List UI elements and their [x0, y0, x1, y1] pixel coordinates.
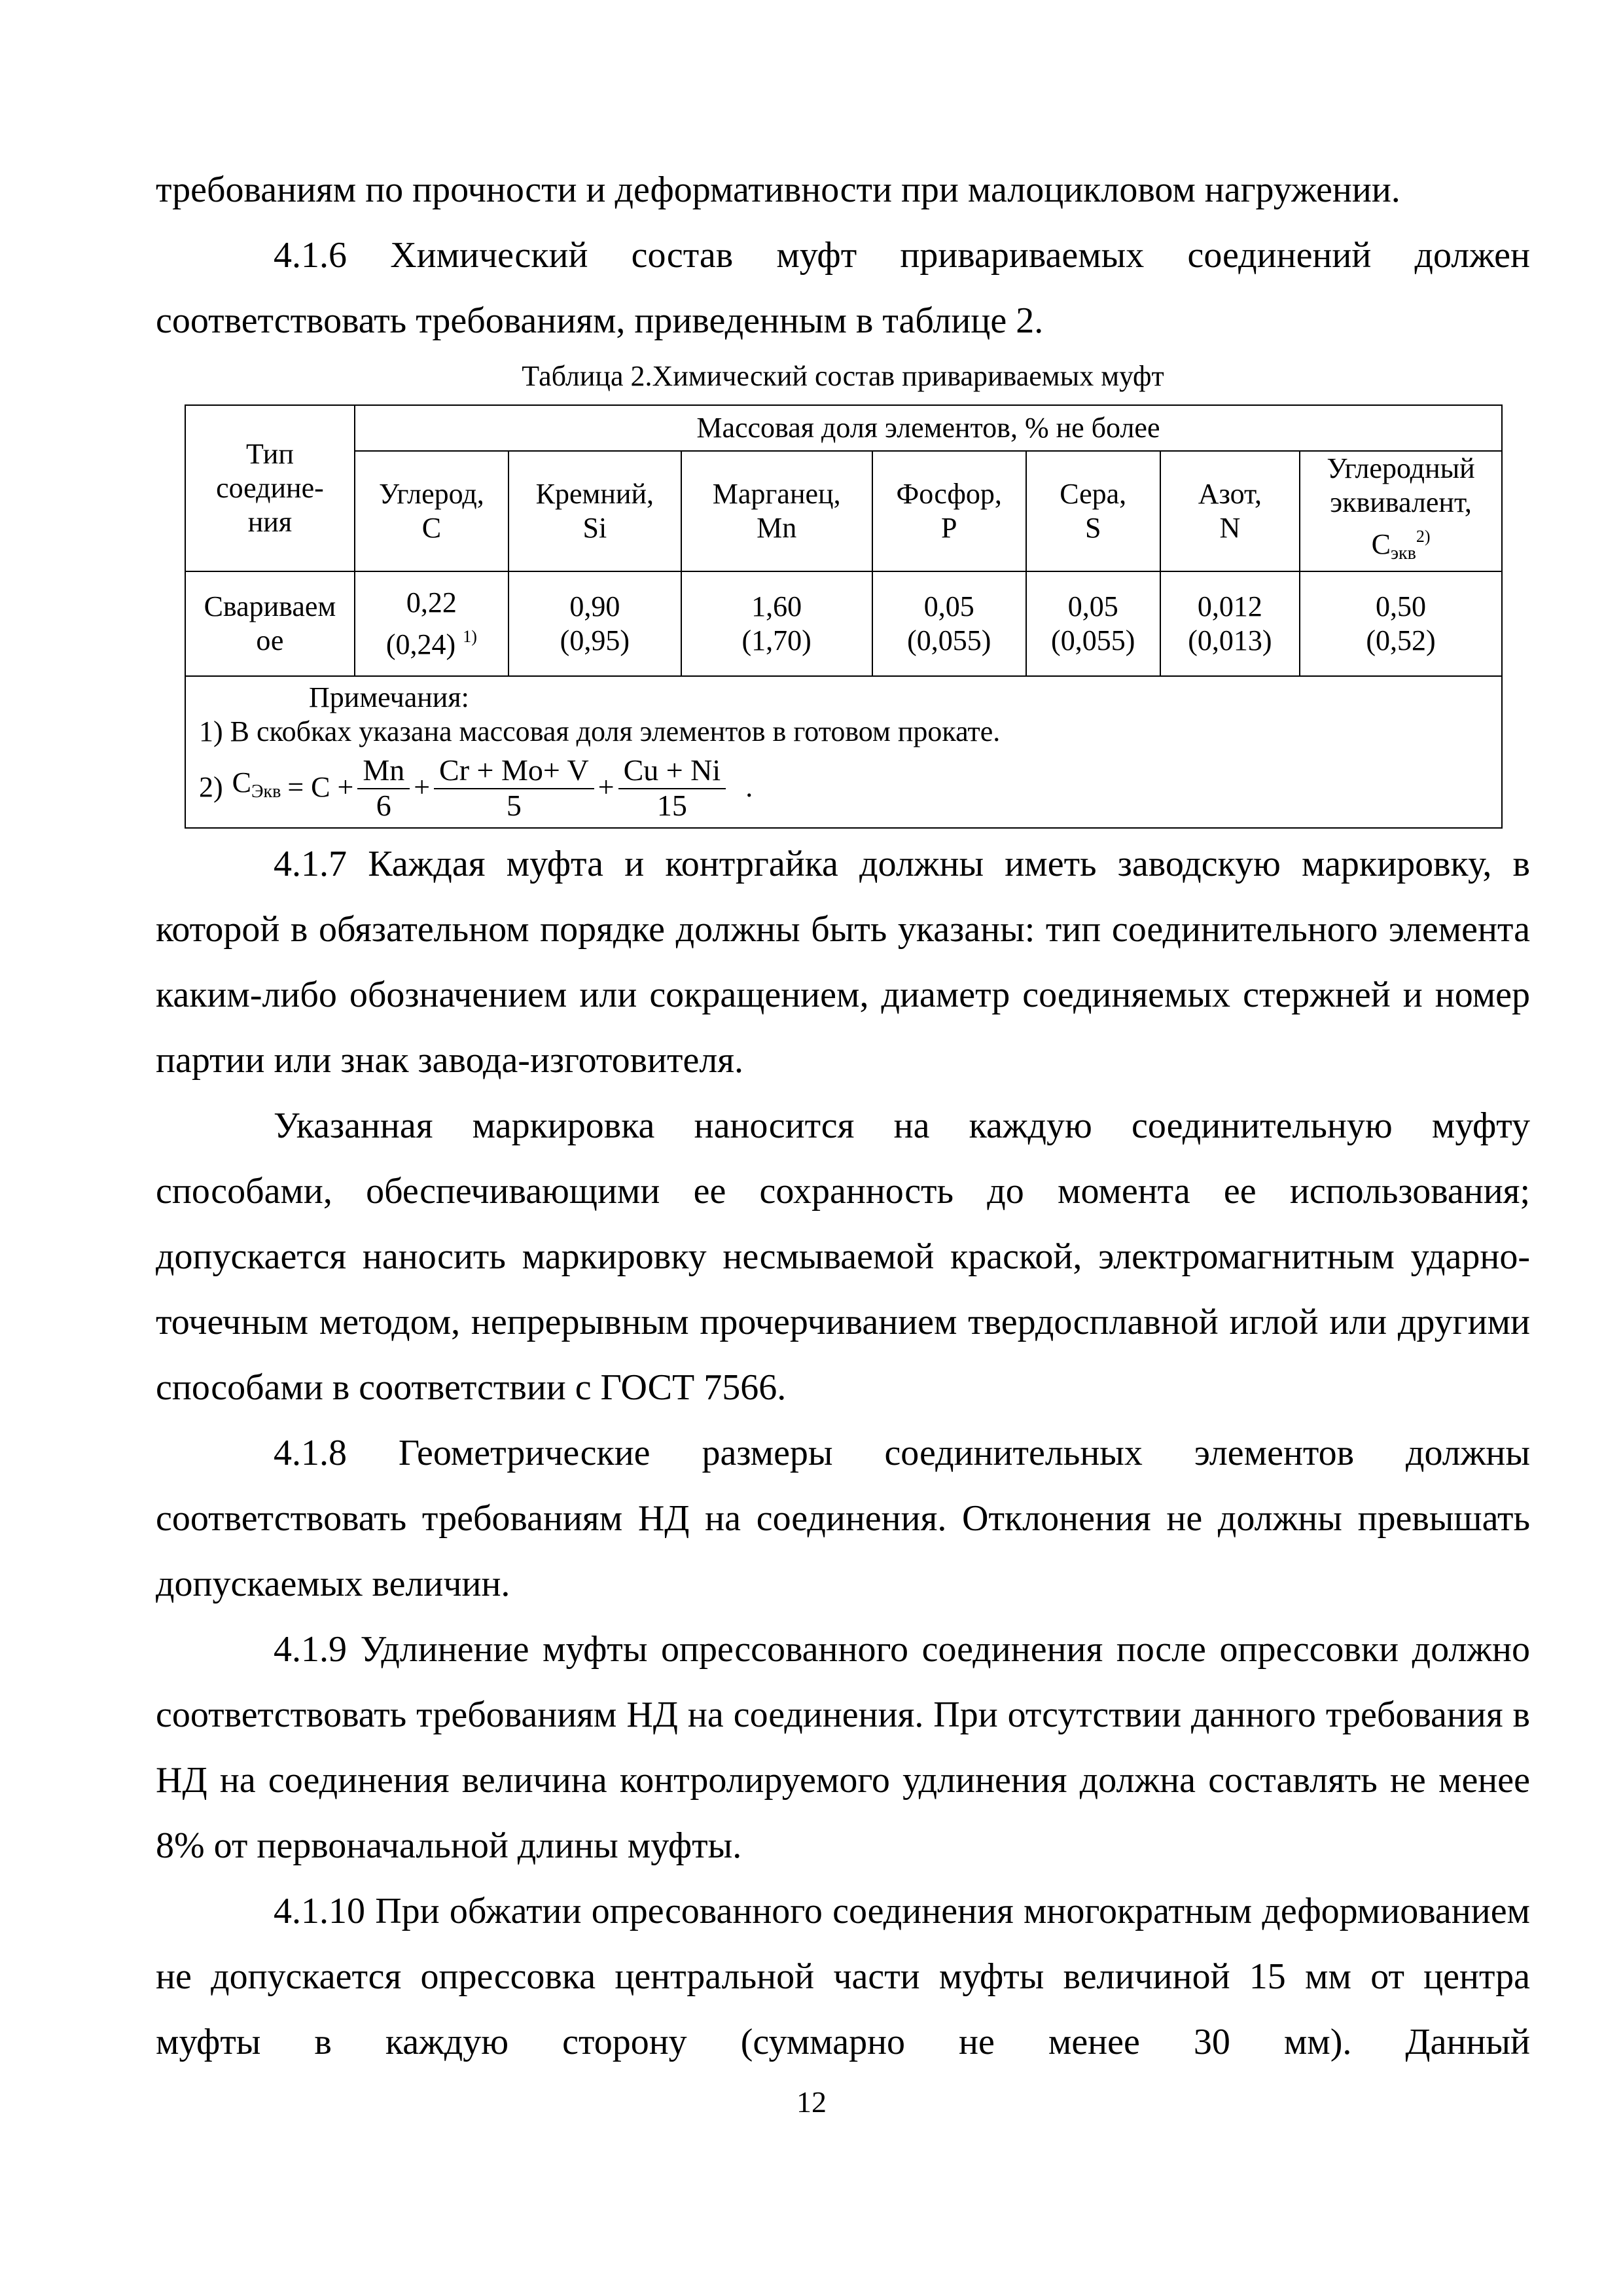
chemical-composition-table [185, 404, 1503, 829]
text-block-top [156, 157, 1530, 353]
paragraph-4-1-9: 4.1.9 Удлинение муфты опрессованного соединения после опрессовки должно соответствовать требованиям НД на соединения. При отсутствии данного требования в НД на соединения величина контролируемого удлинения должна составлять не менее 8% от первоначальной длины муфты. [156, 1629, 1530, 1866]
col-header-nitrogen [1160, 451, 1300, 571]
note-ref-sup: 1) [463, 627, 477, 646]
formula-plus: + [414, 771, 431, 803]
cell-value-finished [359, 620, 504, 662]
cell-paren: (1,70) [741, 624, 812, 656]
note-2-formula [199, 753, 1488, 822]
table-data-row [185, 571, 1502, 676]
fraction-numerator: Cu + Ni [618, 753, 726, 789]
row-type: Свариваемое [204, 590, 336, 656]
col-name: Марганец, [712, 478, 841, 510]
col-header-silicon [508, 451, 681, 571]
fraction-numerator: Mn [357, 753, 410, 789]
group-header: Массовая доля элементов, % не более [355, 405, 1502, 451]
paragraph-4-1-6: 4.1.6 Химический состав муфт привариваемых соединений должен соответствовать требованиям, приведенным в таблице 2. [156, 235, 1530, 341]
table-header-row-1 [185, 405, 1502, 451]
col-name: Фосфор, [896, 478, 1002, 510]
col-symbol: P [940, 512, 957, 544]
table-notes [185, 676, 1502, 828]
fraction-numerator: Cr + Mo+ V [434, 753, 594, 789]
type-header: Тип соедине-ния [216, 438, 324, 538]
formula-lhs [232, 766, 281, 809]
cell-manganese [681, 571, 872, 676]
paragraph-4-1-7: 4.1.7 Каждая муфта и контргайка должны иметь заводскую маркировку, в которой в обязательном порядке должны быть указаны: тип соединительного элемента каким-либо обозначением или сокращением, диаметр соединяемых стержней и номер партии или знак завода-изготовителя. [156, 844, 1530, 1081]
page-number: 12 [796, 2085, 827, 2119]
cell-paren: (0,013) [1188, 624, 1272, 656]
cell-value: 1,60 [751, 590, 802, 622]
col-header-sulfur [1026, 451, 1160, 571]
cell-value: 0,50 [1376, 590, 1427, 622]
cell-paren: (0,055) [1051, 624, 1135, 656]
row-type-cell [185, 571, 355, 676]
col-name: Углерод, [379, 478, 484, 510]
cell-value: 0,012 [1197, 590, 1262, 622]
cell-carbon-equivalent [1300, 571, 1502, 676]
symbol-sup: 2) [1416, 527, 1431, 546]
notes-heading: Примечания: [309, 681, 469, 713]
symbol-sub: экв [1390, 543, 1416, 564]
cell-value: 0,22 [406, 586, 457, 619]
fraction-cu-ni [618, 753, 726, 822]
col-header-phosphorus [872, 451, 1026, 571]
paragraph-4-1-10: 4.1.10 При обжатии опресованного соединения многократным деформиованием не допускается опрессовка центральной части муфты величиной 15 мм от центра муфты в каждую сторону (суммарно не менее 30 мм). Данный [156, 1891, 1530, 2062]
cell-value: 0,05 [923, 590, 974, 622]
fraction-denominator: 5 [506, 789, 522, 822]
note-1: 1) В скобках указана массовая доля элементов в готовом прокате. [199, 715, 1001, 747]
col-name: Азот, [1198, 478, 1262, 510]
col-header-manganese [681, 451, 872, 571]
col-header-carbon-equivalent [1300, 451, 1502, 571]
col-symbol: S [1084, 512, 1101, 544]
formula-end: . [745, 771, 753, 803]
col-symbol: N [1219, 512, 1241, 544]
table-header-row-2 [185, 451, 1502, 571]
cell-value: 0,90 [569, 590, 620, 622]
col-name: Углеродный эквивалент, [1327, 452, 1475, 518]
cell-paren: (0,055) [907, 624, 991, 656]
paragraph-marking: Указанная маркировка наносится на каждую соединительную муфту способами, обеспечивающими ее сохранность до момента ее использования; допускается наносить маркировку несмываемой краской, электромагнитным ударно-точечным методом, непрерывным прочерчиванием твердосплавной иглой или другими способами в соответствии с ГОСТ 7566. [156, 1105, 1530, 1408]
cell-phosphorus [872, 571, 1026, 676]
fraction-denominator: 15 [656, 789, 687, 822]
formula-lhs-symbol: C [232, 766, 252, 798]
formula-equals: = C + [287, 771, 354, 803]
paragraph-0: требованиям по прочности и деформативности при малоцикловом нагружении. [156, 170, 1400, 210]
col-symbol: C [421, 512, 442, 544]
col-symbol: Si [582, 512, 607, 544]
cell-nitrogen [1160, 571, 1300, 676]
fraction-mn [357, 753, 410, 822]
cell-silicon [508, 571, 681, 676]
col-header-carbon [355, 451, 508, 571]
col-symbol: Mn [757, 512, 797, 544]
cell-value: 0,05 [1067, 590, 1118, 622]
formula-lhs-sub: Экв [251, 781, 281, 802]
table-caption: Таблица 2.Химический состав привариваемых муфт [522, 360, 1164, 392]
symbol-base: C [1371, 528, 1391, 560]
cell-paren: (0,52) [1366, 624, 1436, 656]
col-name: Сера, [1060, 478, 1127, 510]
cell-paren: (0,24) [385, 628, 456, 660]
formula-plus: + [597, 771, 615, 803]
cell-carbon [355, 571, 508, 676]
fraction-cr-mo-v [434, 753, 594, 822]
fraction-denominator: 6 [376, 789, 391, 822]
col-name: Кремний, [535, 478, 654, 510]
paragraph-4-1-8: 4.1.8 Геометрические размеры соединительных элементов должны соответствовать требованиям НД на соединения. Отклонения не должны превышать допускаемых величин. [156, 1433, 1530, 1604]
cell-sulfur [1026, 571, 1160, 676]
col-symbol [1304, 520, 1497, 571]
text-block-bottom [156, 831, 1530, 2075]
table-notes-row [185, 676, 1502, 828]
type-header-cell [185, 405, 355, 571]
note-2-label: 2) [199, 771, 223, 803]
cell-paren: (0,95) [560, 624, 630, 656]
